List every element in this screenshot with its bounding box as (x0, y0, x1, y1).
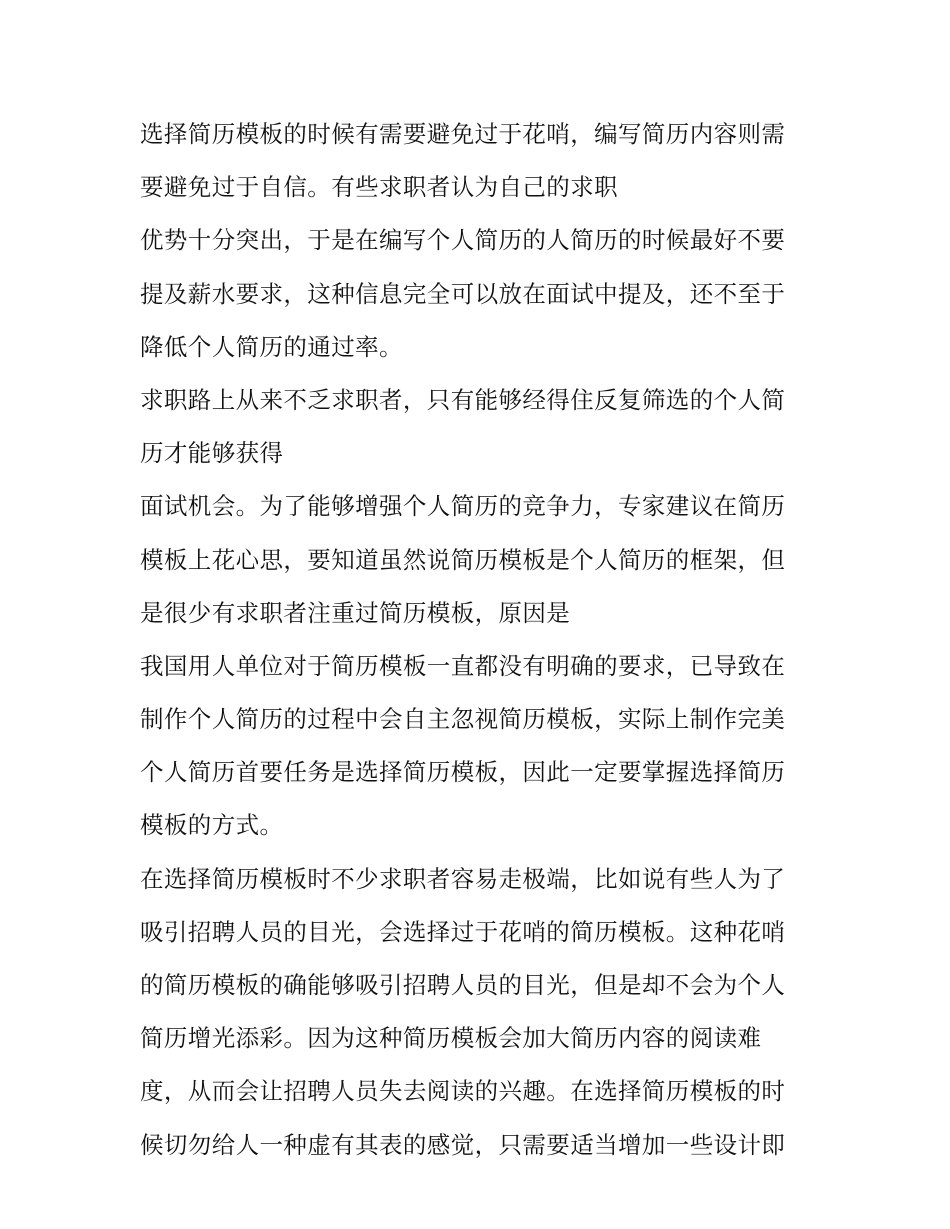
text-line: 吸引招聘人员的目光，会选择过于花哨的简历模板。这种花哨 (140, 917, 786, 946)
text-line: 求职路上从来不乏求职者，只有能够经得住反复筛选的个人简 (140, 385, 786, 414)
text-line: 优势十分突出，于是在编写个人简历的人简历的时候最好不要 (140, 226, 786, 255)
text-line: 面试机会。为了能够增强个人简历的竞争力，专家建议在简历 (140, 492, 786, 521)
text-line: 要避免过于自信。有些求职者认为自己的求职 (140, 173, 618, 202)
text-line: 个人简历首要任务是选择简历模板，因此一定要掌握选择简历 (140, 758, 786, 787)
text-line: 历才能够获得 (140, 439, 284, 468)
text-line: 制作个人简历的过程中会自主忽视简历模板，实际上制作完美 (140, 705, 786, 734)
text-line: 度，从而会让招聘人员失去阅读的兴趣。在选择简历模板的时 (140, 1077, 786, 1106)
text-line: 模板上花心思，要知道虽然说简历模板是个人简历的框架，但 (140, 545, 786, 574)
text-line: 我国用人单位对于简历模板一直都没有明确的要求，已导致在 (140, 651, 786, 680)
text-line: 提及薪水要求，这种信息完全可以放在面试中提及，还不至于 (140, 279, 786, 308)
text-line: 候切勿给人一种虚有其表的感觉，只需要适当增加一些设计即 (140, 1130, 786, 1159)
text-line: 模板的方式。 (140, 811, 284, 840)
text-line: 降低个人简历的通过率。 (140, 332, 403, 361)
text-line: 的简历模板的确能够吸引招聘人员的目光，但是却不会为个人 (140, 971, 786, 999)
text-line: 简历增光添彩。因为这种简历模板会加大简历内容的阅读难 (140, 1024, 762, 1053)
body-text (140, 108, 820, 1172)
text-line: 在选择简历模板时不少求职者容易走极端，比如说有些人为了 (140, 864, 786, 893)
text-line: 是很少有求职者注重过简历模板，原因是 (140, 598, 571, 627)
text-line: 选择简历模板的时候有需要避免过于花哨，编写简历内容则需 (140, 120, 786, 148)
